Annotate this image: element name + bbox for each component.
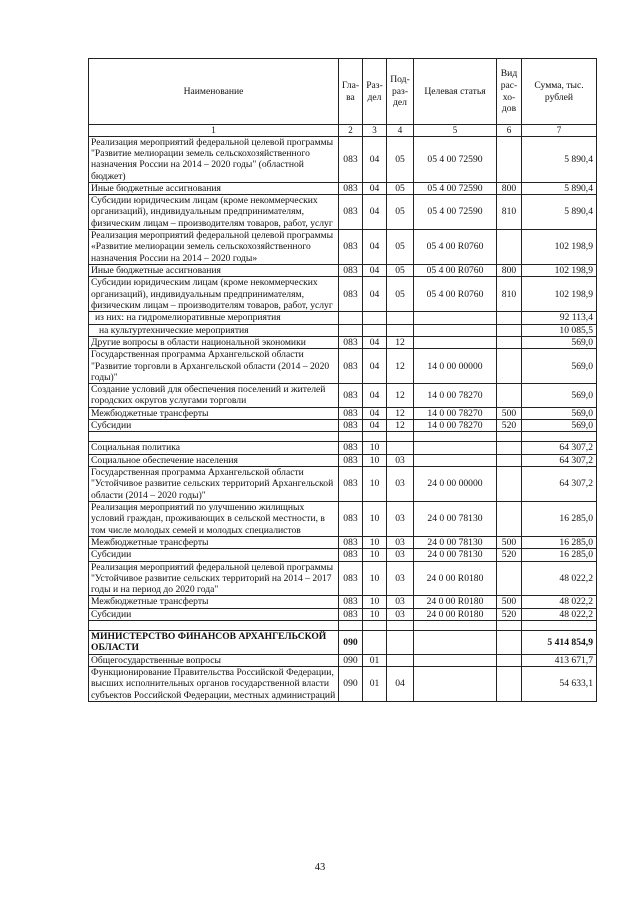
row-glava: 090 [339,631,363,655]
row-razdel: 10 [363,467,387,502]
row-glava [339,312,363,324]
row-vid: 810 [497,195,522,230]
row-vid: 520 [497,549,522,561]
row-article: 05 4 00 R0760 [414,230,497,265]
row-vid: 800 [497,182,522,194]
row-vid: 500 [497,407,522,419]
row-article: 05 4 00 72590 [414,182,497,194]
row-vid [497,621,522,631]
row-razdel [363,324,387,336]
row-article [414,432,497,442]
row-podrazdel: 03 [387,467,414,502]
page-number: 43 [314,862,326,873]
row-name: Государственная программа Архангельской области "Развитие торговли в Архангельской области (2014 – 2020 годы)" [89,349,339,384]
row-podrazdel: 12 [387,407,414,419]
row-sum: 569,0 [522,336,597,348]
row-razdel: 04 [363,349,387,384]
row-podrazdel [387,654,414,666]
row-name: Реализация мероприятий федеральной целевой программы "Устойчивое развитие сельских территорий на 2014 – 2017 годы и на период до 2020 года" [89,561,339,596]
row-glava [339,432,363,442]
row-sum: 48 022,2 [522,596,597,608]
row-podrazdel: 05 [387,265,414,277]
row-podrazdel: 03 [387,501,414,536]
table-body [89,136,597,701]
row-podrazdel [387,631,414,655]
row-glava: 083 [339,349,363,384]
row-razdel [363,312,387,324]
table-row [89,467,597,502]
row-podrazdel: 12 [387,384,414,408]
row-name: Субсидии [89,608,339,620]
row-vid: 500 [497,536,522,548]
row-article [414,454,497,466]
row-sum: 64 307,2 [522,467,597,502]
row-name: Создание условий для обеспечения поселений и жителей городских округов услугами торговли [89,384,339,408]
row-vid [497,467,522,502]
row-glava: 090 [339,667,363,702]
row-article [414,654,497,666]
row-name: Межбюджетные трансферты [89,407,339,419]
table-row [89,136,597,182]
row-name: Субсидии [89,420,339,432]
row-glava: 083 [339,277,363,312]
row-razdel: 04 [363,384,387,408]
row-razdel: 10 [363,561,387,596]
row-article: 05 4 00 72590 [414,195,497,230]
row-razdel: 10 [363,549,387,561]
row-sum: 64 307,2 [522,454,597,466]
row-vid [497,454,522,466]
column-number: 2 [339,125,363,137]
row-vid [497,312,522,324]
row-razdel: 04 [363,136,387,182]
row-glava: 083 [339,549,363,561]
table-row [89,442,597,454]
header-name: Наименование [89,59,339,125]
table-row [89,608,597,620]
row-name: на культуртехнические мероприятия [89,324,339,336]
row-name: Реализация мероприятий по улучшению жилищных условий граждан, проживающих в сельской местности, в том числе молодых семей и молодых специалистов [89,501,339,536]
row-name: из них: на гидромелиоративные мероприятия [89,312,339,324]
row-article: 14 0 00 78270 [414,420,497,432]
row-name: Общегосударственные вопросы [89,654,339,666]
row-razdel: 10 [363,608,387,620]
row-glava: 083 [339,596,363,608]
blank-row [89,432,597,442]
row-glava [339,621,363,631]
row-sum: 64 307,2 [522,442,597,454]
row-podrazdel: 12 [387,420,414,432]
column-number: 6 [497,125,522,137]
row-podrazdel [387,442,414,454]
row-article: 24 0 00 78130 [414,536,497,548]
row-podrazdel: 03 [387,549,414,561]
row-razdel: 10 [363,596,387,608]
row-razdel: 04 [363,230,387,265]
row-name: Другие вопросы в области национальной экономики [89,336,339,348]
column-number: 4 [387,125,414,137]
row-razdel: 04 [363,420,387,432]
column-number: 1 [89,125,339,137]
row-sum: 48 022,2 [522,561,597,596]
row-vid [497,667,522,702]
row-vid: 520 [497,608,522,620]
table-row [89,312,597,324]
row-article [414,336,497,348]
row-razdel: 01 [363,667,387,702]
row-vid [497,561,522,596]
header-article: Целевая статья [414,59,497,125]
row-article [414,312,497,324]
header-razdel: Раз-дел [363,59,387,125]
row-article [414,324,497,336]
row-podrazdel: 05 [387,182,414,194]
row-article [414,631,497,655]
row-vid [497,501,522,536]
row-razdel: 10 [363,442,387,454]
row-glava: 083 [339,336,363,348]
row-name [89,432,339,442]
table-header-row [89,59,597,125]
header-podrazdel: Под-раз-дел [387,59,414,125]
row-name: Межбюджетные трансферты [89,596,339,608]
row-podrazdel: 03 [387,454,414,466]
column-number: 3 [363,125,387,137]
row-glava: 083 [339,182,363,194]
row-name: МИНИСТЕРСТВО ФИНАНСОВ АРХАНГЕЛЬСКОЙ ОБЛАСТИ [89,631,339,655]
row-razdel: 10 [363,454,387,466]
column-number: 7 [522,125,597,137]
row-name: Субсидии [89,549,339,561]
row-sum: 16 285,0 [522,536,597,548]
row-glava: 083 [339,442,363,454]
row-article [414,442,497,454]
row-podrazdel: 12 [387,349,414,384]
row-name [89,621,339,631]
row-glava: 083 [339,536,363,548]
row-vid [497,136,522,182]
row-sum: 569,0 [522,349,597,384]
blank-row [89,621,597,631]
row-article: 24 0 00 R0180 [414,596,497,608]
row-name: Социальное обеспечение населения [89,454,339,466]
row-razdel [363,631,387,655]
row-article: 24 0 00 00000 [414,467,497,502]
row-sum: 54 633,1 [522,667,597,702]
row-article: 14 0 00 78270 [414,384,497,408]
table-row [89,324,597,336]
row-glava [339,324,363,336]
row-glava: 083 [339,561,363,596]
row-glava: 083 [339,501,363,536]
table-row [89,349,597,384]
row-sum [522,432,597,442]
table-row [89,501,597,536]
row-razdel [363,621,387,631]
row-sum: 102 198,9 [522,265,597,277]
row-sum: 102 198,9 [522,230,597,265]
row-name: Межбюджетные трансферты [89,536,339,548]
row-podrazdel: 03 [387,608,414,620]
row-sum: 102 198,9 [522,277,597,312]
header-glava: Гла-ва [339,59,363,125]
row-name: Иные бюджетные ассигнования [89,182,339,194]
table-row [89,596,597,608]
table-row [89,407,597,419]
row-sum: 5 890,4 [522,182,597,194]
row-glava: 083 [339,195,363,230]
row-article: 05 4 00 R0760 [414,277,497,312]
row-vid [497,349,522,384]
row-razdel: 04 [363,195,387,230]
row-article: 24 0 00 R0180 [414,561,497,596]
row-glava: 083 [339,608,363,620]
row-article: 05 4 00 R0760 [414,265,497,277]
row-article: 24 0 00 78130 [414,501,497,536]
row-razdel: 10 [363,501,387,536]
row-sum: 92 113,4 [522,312,597,324]
row-vid: 800 [497,265,522,277]
row-podrazdel: 05 [387,230,414,265]
row-name: Социальная политика [89,442,339,454]
table-row [89,549,597,561]
row-article: 24 0 00 R0180 [414,608,497,620]
row-glava: 083 [339,420,363,432]
table-row [89,561,597,596]
row-vid [497,384,522,408]
row-vid [497,336,522,348]
row-podrazdel [387,432,414,442]
row-podrazdel: 12 [387,336,414,348]
row-name: Реализация мероприятий федеральной целевой программы «Развитие мелиорации земель сельскохозяйственного назначения России на 2014 – 2020 годы» [89,230,339,265]
row-vid: 810 [497,277,522,312]
table-row [89,384,597,408]
row-name: Субсидии юридическим лицам (кроме некоммерческих организаций), индивидуальным предпринимателям, физическим лицам – производителям товаров, работ, услуг [89,277,339,312]
row-glava: 083 [339,265,363,277]
row-article [414,621,497,631]
row-podrazdel: 05 [387,277,414,312]
row-razdel: 10 [363,536,387,548]
row-razdel: 01 [363,654,387,666]
row-podrazdel: 03 [387,561,414,596]
row-glava: 083 [339,384,363,408]
header-sum: Сумма, тыс. рублей [522,59,597,125]
row-sum: 16 285,0 [522,501,597,536]
row-podrazdel [387,324,414,336]
row-vid [497,442,522,454]
row-sum: 16 285,0 [522,549,597,561]
row-article: 14 0 00 78270 [414,407,497,419]
row-sum: 5 890,4 [522,195,597,230]
row-sum: 5 414 854,9 [522,631,597,655]
table-row [89,420,597,432]
row-article: 14 0 00 00000 [414,349,497,384]
table-row [89,277,597,312]
row-name: Реализация мероприятий федеральной целевой программы "Развитие мелиорации земель сельскохозяйственного назначения России на 2014 – 2020 годы" (областной бюджет) [89,136,339,182]
row-podrazdel: 04 [387,667,414,702]
row-article: 05 4 00 72590 [414,136,497,182]
row-podrazdel [387,312,414,324]
table-row [89,336,597,348]
row-glava: 083 [339,407,363,419]
row-sum: 5 890,4 [522,136,597,182]
column-number: 5 [414,125,497,137]
table-row [89,654,597,666]
row-glava: 090 [339,654,363,666]
row-razdel: 04 [363,265,387,277]
row-podrazdel [387,621,414,631]
table-row [89,536,597,548]
row-razdel: 04 [363,336,387,348]
row-name: Функционирование Правительства Российской Федерации, высших исполнительных органов государственной власти субъектов Российской Федерации, местных администраций [89,667,339,702]
row-glava: 083 [339,467,363,502]
row-sum: 569,0 [522,407,597,419]
row-razdel: 04 [363,407,387,419]
row-podrazdel: 05 [387,195,414,230]
row-podrazdel: 03 [387,596,414,608]
row-razdel: 04 [363,277,387,312]
column-number-row [89,125,597,137]
row-sum: 569,0 [522,384,597,408]
row-article: 24 0 00 78130 [414,549,497,561]
row-sum: 48 022,2 [522,608,597,620]
table-row [89,182,597,194]
row-vid [497,230,522,265]
row-podrazdel: 05 [387,136,414,182]
row-podrazdel: 03 [387,536,414,548]
row-vid [497,631,522,655]
row-vid: 500 [497,596,522,608]
table-row [89,667,597,702]
row-vid [497,432,522,442]
row-name: Субсидии юридическим лицам (кроме некоммерческих организаций), индивидуальным предпринимателям, физическим лицам – производителям товаров, работ, услуг [89,195,339,230]
row-name: Иные бюджетные ассигнования [89,265,339,277]
row-vid: 520 [497,420,522,432]
row-glava: 083 [339,136,363,182]
table-row [89,631,597,655]
row-sum [522,621,597,631]
table-row [89,230,597,265]
table-row [89,454,597,466]
table-row [89,195,597,230]
row-sum: 413 671,7 [522,654,597,666]
row-article [414,667,497,702]
table-row [89,265,597,277]
header-vid: Вид рас-хо-дов [497,59,522,125]
row-name: Государственная программа Архангельской области "Устойчивое развитие сельских территорий Архангельской области (2014 – 2020 годы)" [89,467,339,502]
row-glava: 083 [339,454,363,466]
budget-table [88,58,597,702]
row-sum: 569,0 [522,420,597,432]
row-vid [497,324,522,336]
row-sum: 10 085,5 [522,324,597,336]
row-razdel: 04 [363,182,387,194]
row-vid [497,654,522,666]
row-razdel [363,432,387,442]
row-glava: 083 [339,230,363,265]
